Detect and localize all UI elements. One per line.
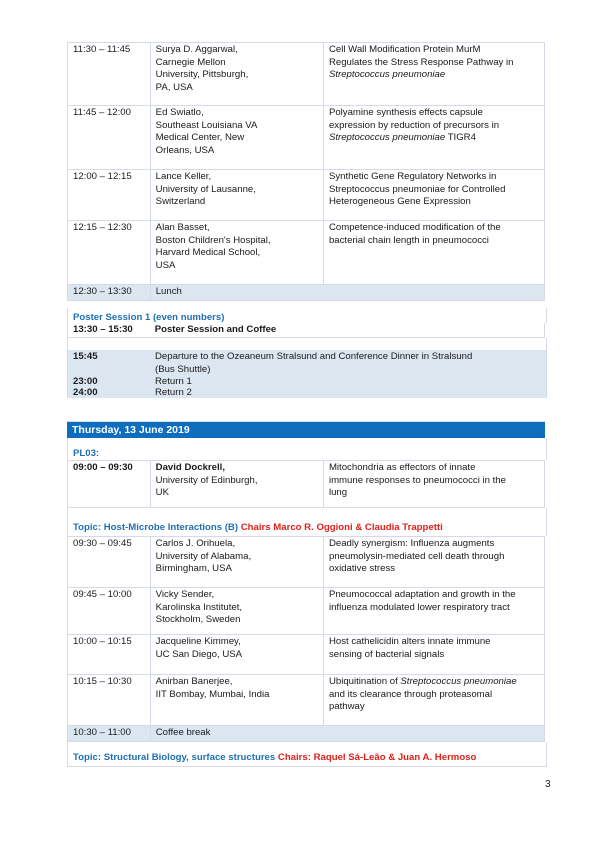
talk-title: Ubiquitination of Streptococcus pneumoniae and its clearance through proteasomal pathway [323, 675, 544, 725]
departure-label: Departure to the Ozeaneum Stralsund and Conference Dinner in Stralsund (Bus Shuttle) [155, 351, 473, 375]
spacer-row [67, 438, 547, 448]
topic-b-heading: Topic: Host-Microbe Interactions (B) Chairs Marco R. Oggioni & Claudia Trappetti [73, 522, 443, 533]
talk-time: 09:30 – 09:45 [73, 538, 132, 549]
departure-time: 15:45 [73, 351, 98, 362]
talk-time: 11:30 – 11:45 [73, 44, 131, 55]
spacer-row [67, 338, 547, 350]
table-row [67, 221, 545, 285]
page-number: 3 [545, 779, 551, 790]
evening-block [67, 350, 547, 398]
poster-label: Poster Session and Coffee [154, 324, 277, 335]
table-row [67, 537, 545, 588]
talk-speaker: Surya D. Aggarwal, Carnegie Mellon University, Pittsburgh, PA, USA [150, 43, 323, 105]
table-row [67, 675, 545, 726]
talk-speaker: Vicky Sender, Karolinska Institutet, Stockholm, Sweden [150, 588, 323, 634]
talk-title: Competence-induced modification of the bacterial chain length in pneumococci [323, 221, 544, 284]
return-label: Return 2 [155, 387, 192, 398]
talk-time: 10:00 – 10:15 [73, 636, 132, 647]
poster-time: 13:30 – 15:30 [73, 324, 133, 335]
topic-b-schedule-table [67, 536, 545, 742]
talk-speaker: Carlos J. Orihuela, University of Alabama, Birmingham, USA [150, 537, 323, 587]
talk-title: Polyamine synthesis effects capsule expression by reduction of precursors in Streptococcus pneumoniae TIGR4 [323, 106, 544, 169]
return-time: 24:00 [73, 387, 98, 398]
talk-title: Cell Wall Modification Protein MurM Regulates the Stress Response Pathway in Streptococcus pneumoniae [323, 43, 544, 105]
talk-time: 11:45 – 12:00 [73, 107, 131, 118]
return-row [68, 375, 546, 386]
lunch-label: Lunch [150, 285, 544, 300]
day-heading-row [67, 421, 545, 438]
coffee-time: 10:30 – 11:00 [73, 727, 131, 738]
poster-heading: Poster Session 1 (even numbers) [73, 312, 225, 323]
lunch-time: 12:30 – 13:30 [73, 286, 132, 297]
pl03-row [67, 460, 545, 508]
talk-speaker: Alan Basset, Boston Children's Hospital, Harvard Medical School, USA [150, 221, 323, 284]
topic-sb-heading-row [67, 742, 547, 767]
talk-time: 12:15 – 12:30 [73, 222, 132, 233]
talk-title: Synthetic Gene Regulatory Networks in Streptococcus pneumoniae for Controlled Heterogeneous Gene Expression [323, 170, 544, 220]
table-row [67, 588, 545, 635]
talk-title: Mitochondria as effectors of innate immune responses to pneumococci in the lung [323, 461, 544, 507]
talk-time: 09:45 – 10:00 [73, 589, 132, 600]
talk-title: Pneumococcal adaptation and growth in the influenza modulated lower respiratory tract [323, 588, 544, 634]
return-time: 23:00 [73, 376, 98, 387]
return-row [68, 386, 546, 398]
lunch-row [67, 285, 545, 301]
coffee-label: Coffee break [150, 726, 544, 741]
talk-speaker: Ed Swiatlo, Southeast Louisiana VA Medical Center, New Orleans, USA [150, 106, 323, 169]
pl03-heading: PL03: [73, 448, 100, 459]
day-heading: Thursday, 13 June 2019 [67, 422, 545, 438]
talk-time: 09:00 – 09:30 [73, 462, 133, 473]
talk-time: 12:00 – 12:15 [73, 171, 132, 182]
table-row [67, 635, 545, 675]
poster-row [67, 323, 545, 338]
talk-speaker: Anirban Banerjee, IIT Bombay, Mumbai, India [150, 675, 323, 725]
table-row [67, 170, 545, 221]
talk-speaker: David Dockrell, University of Edinburgh, UK [150, 461, 323, 507]
pl03-heading-row [67, 448, 547, 460]
poster-heading-row [67, 308, 547, 323]
talk-speaker: Jacqueline Kimmey, UC San Diego, USA [150, 635, 323, 674]
morning-schedule-table [67, 42, 545, 301]
talk-title: Deadly synergism: Influenza augments pneumolysin-mediated cell death through oxidative stress [323, 537, 544, 587]
talk-title: Host cathelicidin alters innate immune sensing of bacterial signals [323, 635, 544, 674]
talk-time: 10:15 – 10:30 [73, 676, 132, 687]
departure-row [68, 350, 546, 375]
topic-b-heading-row [67, 508, 547, 536]
return-label: Return 1 [155, 376, 192, 387]
talk-speaker: Lance Keller, University of Lausanne, Switzerland [150, 170, 323, 220]
table-row [67, 106, 545, 170]
coffee-row [67, 726, 545, 742]
table-row [67, 43, 545, 106]
topic-sb-heading: Topic: Structural Biology, surface structures Chairs: Raquel Sá-Leão & Juan A. Hermoso [73, 752, 477, 763]
